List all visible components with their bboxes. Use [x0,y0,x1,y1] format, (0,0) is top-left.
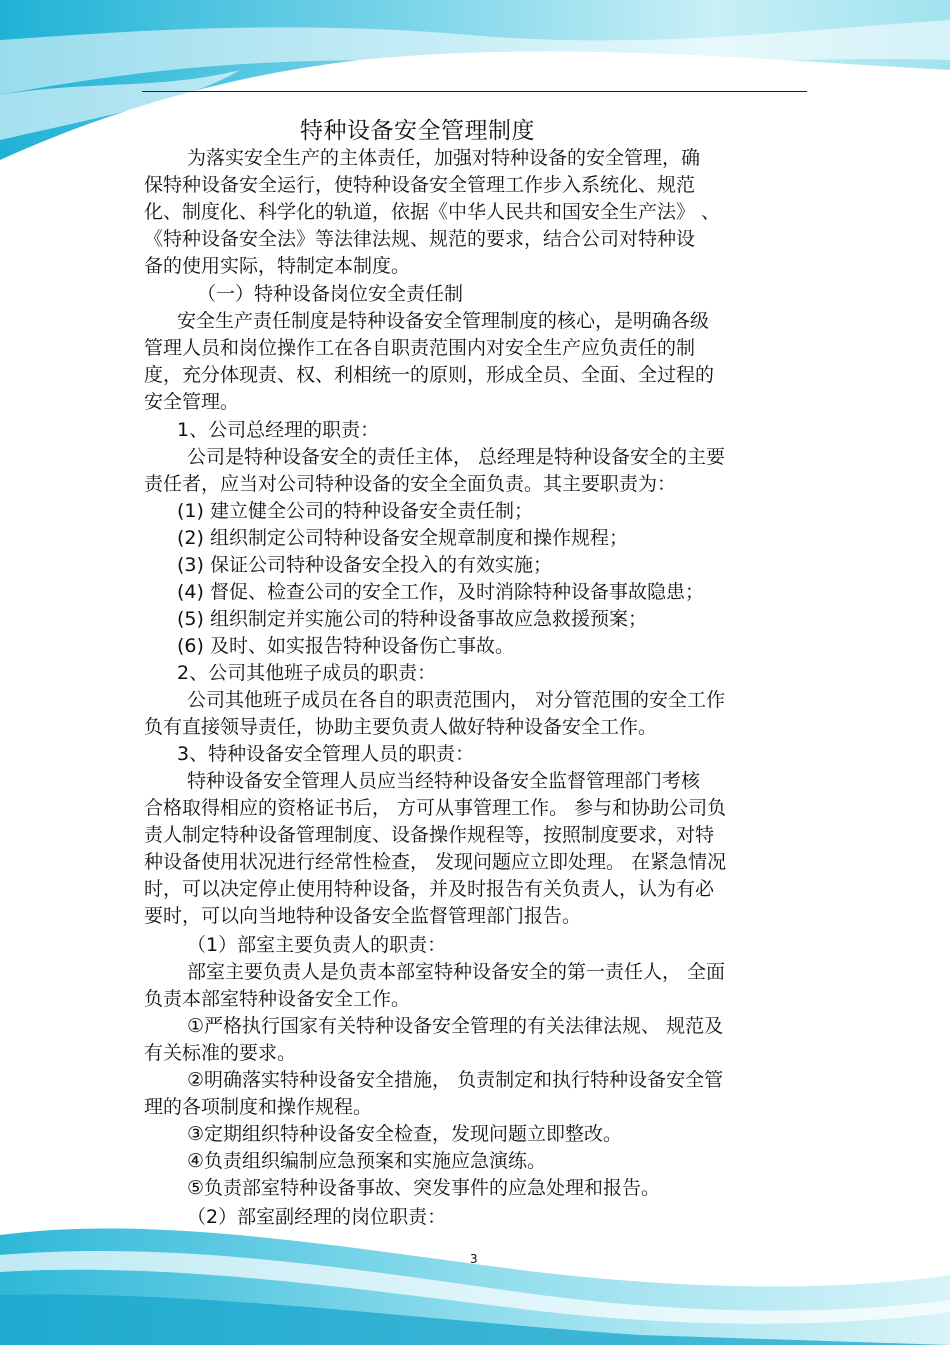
list-item: (6) 及时、如实报告特种设备伤亡事故。 [177,635,514,657]
paragraph-line: 责人制定特种设备管理制度、设备操作规程等，按照制度要求，对特 [144,824,715,846]
list-item: (2) 组织制定公司特种设备安全规章制度和操作规程； [177,527,628,549]
paragraph-line: 化、制度化、科学化的轨道，依据《中华人民共和国安全生产法》 、 [144,201,721,223]
paragraph-line: 负有直接领导责任，协助主要负责人做好特种设备安全工作。 [144,716,658,738]
subsection-heading: 1、公司总经理的职责： [177,419,380,441]
paragraph-line: 安全管理。 [144,391,240,413]
subsection-heading: （1）部室主要负责人的职责： [187,934,447,956]
list-item: (1) 建立健全公司的特种设备安全责任制； [177,500,533,522]
paragraph-line: 特种设备安全管理人员应当经特种设备安全监督管理部门考核 [187,770,701,792]
paragraph-line: 有关标准的要求。 [144,1042,297,1064]
list-item: (3) 保证公司特种设备安全投入的有效实施； [177,554,552,576]
document-title: 特种设备安全管理制度 [300,118,535,144]
paragraph-line: 时，可以决定停止使用特种设备，并及时报告有关负责人，认为有必 [144,878,715,900]
list-item: (5) 组织制定并实施公司的特种设备事故应急救援预案； [177,608,647,630]
header-rule [142,91,807,92]
paragraph-line: ②明确落实特种设备安全措施， 负责制定和执行特种设备安全管 [187,1069,724,1091]
subsection-heading: 3、特种设备安全管理人员的职责： [177,743,475,765]
section-heading: （一）特种设备岗位安全责任制 [197,283,464,305]
paragraph-line: 合格取得相应的资格证书后， 方可从事管理工作。 参与和协助公司负 [144,797,727,819]
paragraph-line: ①严格执行国家有关特种设备安全管理的有关法律法规、 规范及 [187,1015,724,1037]
page-number: 3 [470,1252,478,1266]
paragraph-line: 公司其他班子成员在各自的职责范围内， 对分管范围的安全工作 [187,689,726,711]
paragraph-line: ⑤负责部室特种设备事故、突发事件的应急处理和报告。 [187,1177,661,1199]
paragraph-line: 责任者，应当对公司特种设备的安全全面负责。其主要职责为： [144,473,677,495]
paragraph-line: 部室主要负责人是负责本部室特种设备安全的第一责任人， 全面 [187,961,726,983]
paragraph-line: ④负责组织编制应急预案和实施应急演练。 [187,1150,547,1172]
paragraph-line: 为落实安全生产的主体责任，加强对特种设备的安全管理，确 [187,147,701,169]
subsection-heading: （2）部室副经理的岗位职责： [187,1206,447,1228]
paragraph-line: 安全生产责任制度是特种设备安全管理制度的核心，是明确各级 [177,310,710,332]
paragraph-line: 要时，可以向当地特种设备安全监督管理部门报告。 [144,905,582,927]
paragraph-line: 负责本部室特种设备安全工作。 [144,988,411,1010]
paragraph-line: 种设备使用状况进行经常性检查， 发现问题应立即处理。 在紧急情况 [144,851,727,873]
list-item: (4) 督促、检查公司的安全工作，及时消除特种设备事故隐患； [177,581,704,603]
paragraph-line: 管理人员和岗位操作工在各自职责范围内对安全生产应负责任的制 [144,337,696,359]
paragraph-line: ③定期组织特种设备安全检查，发现问题立即整改。 [187,1123,623,1145]
paragraph-line: 保特种设备安全运行，使特种设备安全管理工作步入系统化、规范 [144,174,696,196]
paragraph-line: 理的各项制度和操作规程。 [144,1096,373,1118]
paragraph-line: 度，充分体现责、权、利相统一的原则，形成全员、全面、全过程的 [144,364,715,386]
subsection-heading: 2、公司其他班子成员的职责： [177,662,437,684]
paragraph-line: 公司是特种设备安全的责任主体， 总经理是特种设备安全的主要 [187,446,726,468]
paragraph-line: 备的使用实际，特制定本制度。 [144,255,411,277]
paragraph-line: 《特种设备安全法》等法律法规、规范的要求，结合公司对特种设 [144,228,696,250]
